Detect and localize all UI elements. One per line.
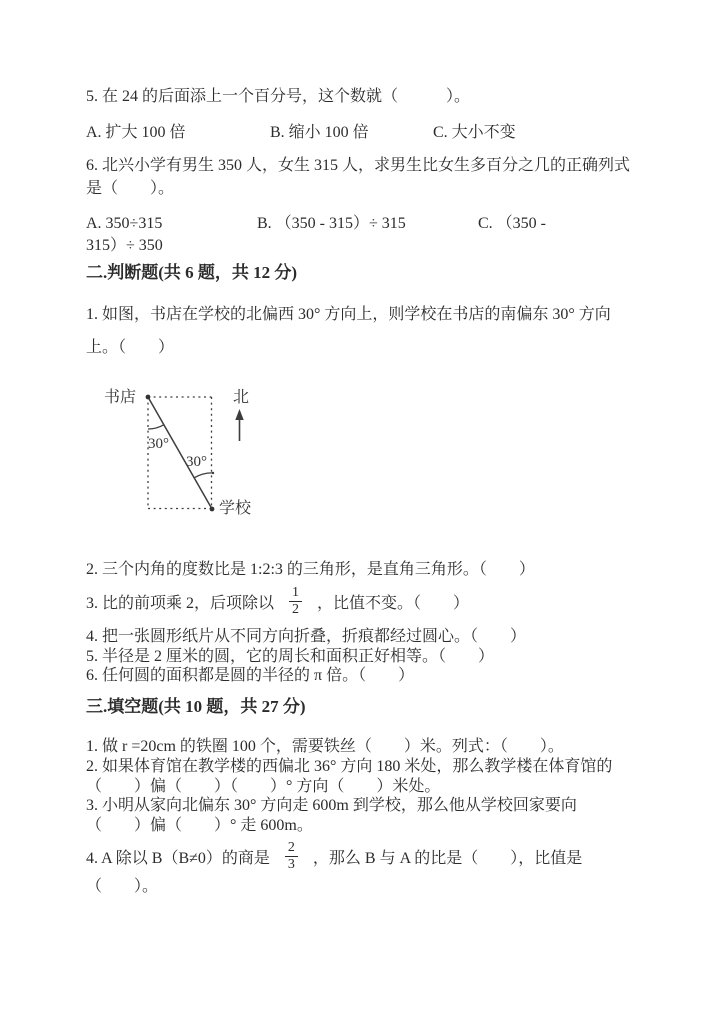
fraction-numerator: 1 [292,585,300,601]
choice-q5-text: 5. 在 24 的后面添上一个百分号，这个数就（ ）。 [86,88,471,105]
north-arrow-icon [235,409,243,441]
judge-q1-line2: 上。（ ） [86,339,175,356]
fraction-numerator: 2 [287,840,295,856]
school-label: 学校 [219,500,252,517]
judge-q6: 6. 任何圆的面积都是圆的半径的 π 倍。（ ） [86,667,415,684]
fraction-denominator: 2 [289,601,302,617]
choice-q6-option-a: A. 350÷315 [86,215,163,232]
judge-q3 [86,585,469,617]
fill-q4-before: 4. A 除以 B（B≠0）的商是 [86,849,270,867]
judge-q3-before: 3. 比的前项乘 2，后项除以 [86,594,275,612]
fill-q3-line2: （ ）偏（ ）° 走 600m。 [86,817,313,834]
choice-q6-option-c-wrap: 315）÷ 350 [86,237,163,254]
fill-q4-line2: （ ）。 [86,878,159,895]
fill-q1: 1. 做 r =20cm 的铁圈 100 个，需要铁丝（ ）米。列式：（ ）。 [86,738,564,755]
arc-end-dot [212,472,214,474]
choice-q6-option-c: C. （350 - [478,215,547,232]
fill-q2-line2: （ ）偏（ ）（ ）° 方向（ ）米处。 [86,778,441,795]
choice-q6-line2: 是（ ）。 [86,180,175,197]
angle-top-label: 30° [148,436,169,452]
choice-q5-option-b: B. 缩小 100 倍 [270,124,369,141]
fraction-one-half [289,585,302,617]
bookstore-school-line [148,397,212,509]
north-label: 北 [233,389,250,406]
choice-q6-line1: 6. 北兴小学有男生 350 人，女生 315 人，求男生比女生多百分之几的正确列式 [86,157,631,174]
fill-section-heading: 三.填空题(共 10 题，共 27 分) [86,697,306,716]
fill-q4-after: ，那么 B 与 A 的比是（ ），比值是 [312,849,583,867]
judge-q5: 5. 半径是 2 厘米的圆，它的周长和面积正好相等。（ ） [86,648,495,665]
fraction-denominator: 3 [285,856,298,872]
angle-bottom-label: 30° [186,454,207,470]
bookstore-label: 书店 [104,389,137,406]
choice-q6-option-b: B. （350 - 315）÷ 315 [257,215,406,232]
judge-q3-after: ，比值不变。（ ） [317,594,470,612]
choice-q5-option-c: C. 大小不变 [433,124,516,141]
angle-arc-bottom [194,473,213,478]
judge-q1-line1: 1. 如图，书店在学校的北偏西 30° 方向上，则学校在书店的南偏东 30° 方向 [86,306,611,323]
bookstore-dot [146,395,151,400]
school-dot [210,507,215,512]
judge-q4: 4. 把一张圆形纸片从不同方向折叠，折痕都经过圆心。（ ） [86,628,527,645]
judge-section-heading: 二.判断题(共 6 题，共 12 分) [86,263,298,282]
fill-q3-line1: 3. 小明从家向北偏东 30° 方向走 600m 到学校，那么他从学校回家要向 [86,797,577,814]
angle-arc-top [148,425,164,429]
judge-q2: 2. 三个内角的度数比是 1:2:3 的三角形，是直角三角形。（ ） [86,561,535,578]
choice-q5-option-a: A. 扩大 100 倍 [86,124,186,141]
direction-diagram [100,384,285,529]
fraction-two-thirds [285,840,298,872]
fill-q4 [86,840,582,872]
fill-q2-line1: 2. 如果体育馆在教学楼的西偏北 36° 方向 180 米处，那么教学楼在体育馆的 [86,758,613,775]
